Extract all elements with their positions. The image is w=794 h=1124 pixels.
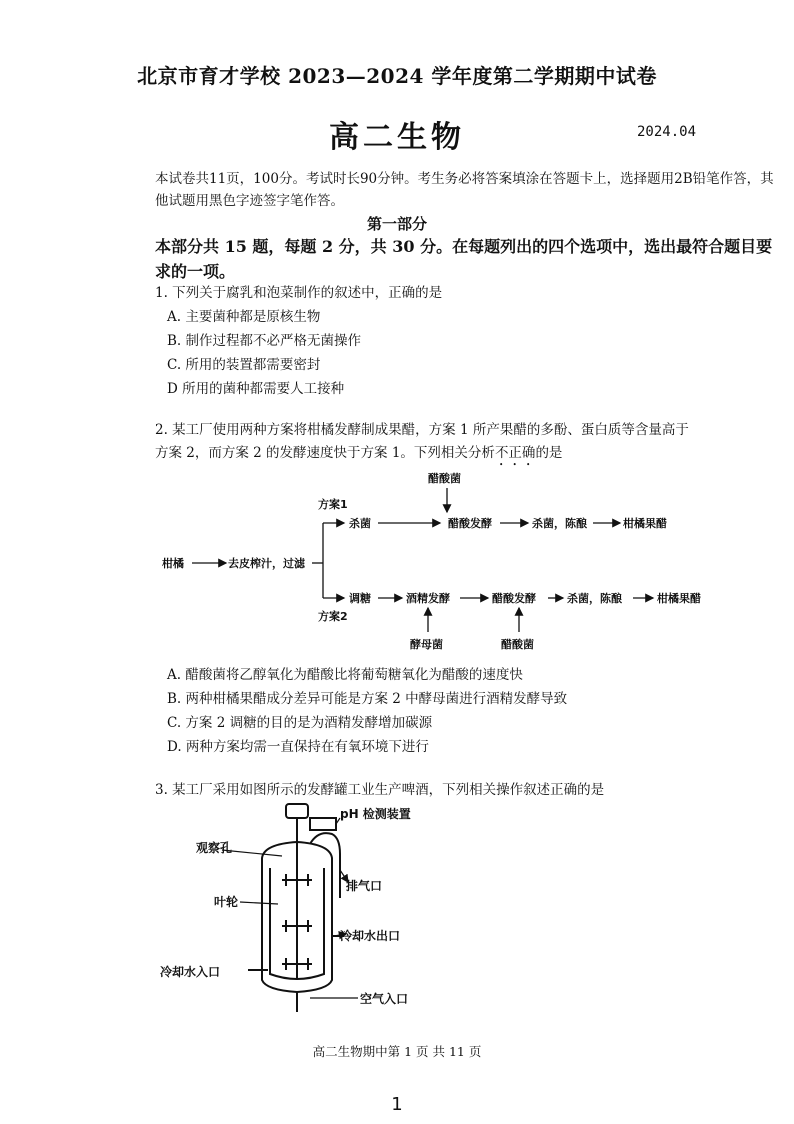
p2-input-yeast: 酵母菌 bbox=[410, 638, 443, 651]
part-heading: 第一部分 bbox=[366, 215, 427, 233]
q3-stem: 3. 某工厂采用如图所示的发酵罐工业生产啤酒，下列相关操作叙述正确的是 bbox=[155, 782, 605, 798]
q1-option-d: D 所用的菌种都需要人工接种 bbox=[167, 381, 345, 397]
subject-title: 高二生物 bbox=[329, 120, 465, 155]
label-plan2: 方案2 bbox=[318, 610, 348, 623]
label-air-inlet: 空气入口 bbox=[360, 992, 409, 1006]
p2-input-acetobacter: 醋酸菌 bbox=[501, 638, 534, 651]
p2-alcohol-ferment: 酒精发酵 bbox=[406, 592, 450, 605]
node-peel-juice: 去皮榨汁，过滤 bbox=[228, 557, 305, 570]
page-footer: 高二生物期中第 1 页 共 11 页 bbox=[312, 1044, 482, 1059]
p2-acetic-ferment: 醋酸发酵 bbox=[492, 592, 536, 605]
p1-product: 柑橘果醋 bbox=[623, 517, 667, 530]
q2-option-d: D. 两种方案均需一直保持在有氧环境下进行 bbox=[167, 739, 429, 755]
label-plan1: 方案1 bbox=[318, 498, 348, 511]
p1-input-acetobacter: 醋酸菌 bbox=[428, 472, 461, 485]
label-impeller: 叶轮 bbox=[214, 895, 239, 909]
q2-stem-line2 bbox=[155, 441, 562, 469]
label-coolant-inlet: 冷却水入口 bbox=[160, 965, 221, 979]
node-citrus: 柑橘 bbox=[162, 557, 184, 570]
q1-option-b: B. 制作过程都不必严格无菌操作 bbox=[167, 333, 362, 349]
label-ph-device: pH 检测装置 bbox=[340, 807, 411, 821]
q1-stem: 1. 下列关于腐乳和泡菜制作的叙述中，正确的是 bbox=[155, 285, 443, 301]
exam-date: 2024.04 bbox=[637, 124, 697, 140]
q2-option-a: A. 醋酸菌将乙醇氧化为醋酸比将葡萄糖氧化为醋酸的速度快 bbox=[167, 667, 523, 683]
p2-product: 柑橘果醋 bbox=[657, 592, 701, 605]
label-observation-window: 观察孔 bbox=[196, 841, 233, 855]
exam-title: 北京市育才学校 2023—2024 学年度第二学期期中试卷 bbox=[137, 64, 657, 88]
p1-acetic-ferment: 醋酸发酵 bbox=[448, 517, 492, 530]
q1-option-a: A. 主要菌种都是原核生物 bbox=[167, 309, 321, 325]
q2-option-b: B. 两种柑橘果醋成分差异可能是方案 2 中酵母菌进行酒精发酵导致 bbox=[167, 691, 568, 707]
fermenter-diagram bbox=[160, 798, 440, 1018]
q2-stem-line1: 2. 某工厂使用两种方案将柑橘发酵制成果醋，方案 1 所产果醋的多酚、蛋白质等含量高于 bbox=[155, 422, 689, 438]
q2-stem-emphasis: 不正确 bbox=[494, 445, 536, 461]
label-coolant-outlet: 冷却水出口 bbox=[340, 929, 401, 943]
q2-stem-tail: 的是 bbox=[535, 445, 563, 461]
p1-sterilize-age: 杀菌，陈酿 bbox=[532, 517, 587, 530]
part-instructions: 本部分共 15 题，每题 2 分，共 30 分。在每题列出的四个选项中，选出最符合题目要求的一项。 bbox=[155, 237, 773, 281]
q2-flow-diagram bbox=[160, 470, 720, 655]
q2-option-c: C. 方案 2 调糖的目的是为酒精发酵增加碳源 bbox=[167, 715, 433, 731]
label-exhaust: 排气口 bbox=[346, 879, 383, 893]
p2-sterilize-age: 杀菌，陈酿 bbox=[567, 592, 622, 605]
page-number: 1 bbox=[391, 1094, 403, 1115]
p1-sterilize: 杀菌 bbox=[349, 517, 371, 530]
intro-text: 本试卷共11页，100分。考试时长90分钟。考生务必将答案填涂在答题卡上，选择题用2B铅笔作答，其他试题用黑色字迹签字笔作答。 bbox=[155, 171, 774, 209]
q2-stem-text: 方案 2，而方案 2 的发酵速度快于方案 1。下列相关分析 bbox=[155, 445, 495, 461]
p2-sugar-adjust: 调糖 bbox=[349, 592, 371, 605]
q1-option-c: C. 所用的装置都需要密封 bbox=[167, 357, 321, 373]
